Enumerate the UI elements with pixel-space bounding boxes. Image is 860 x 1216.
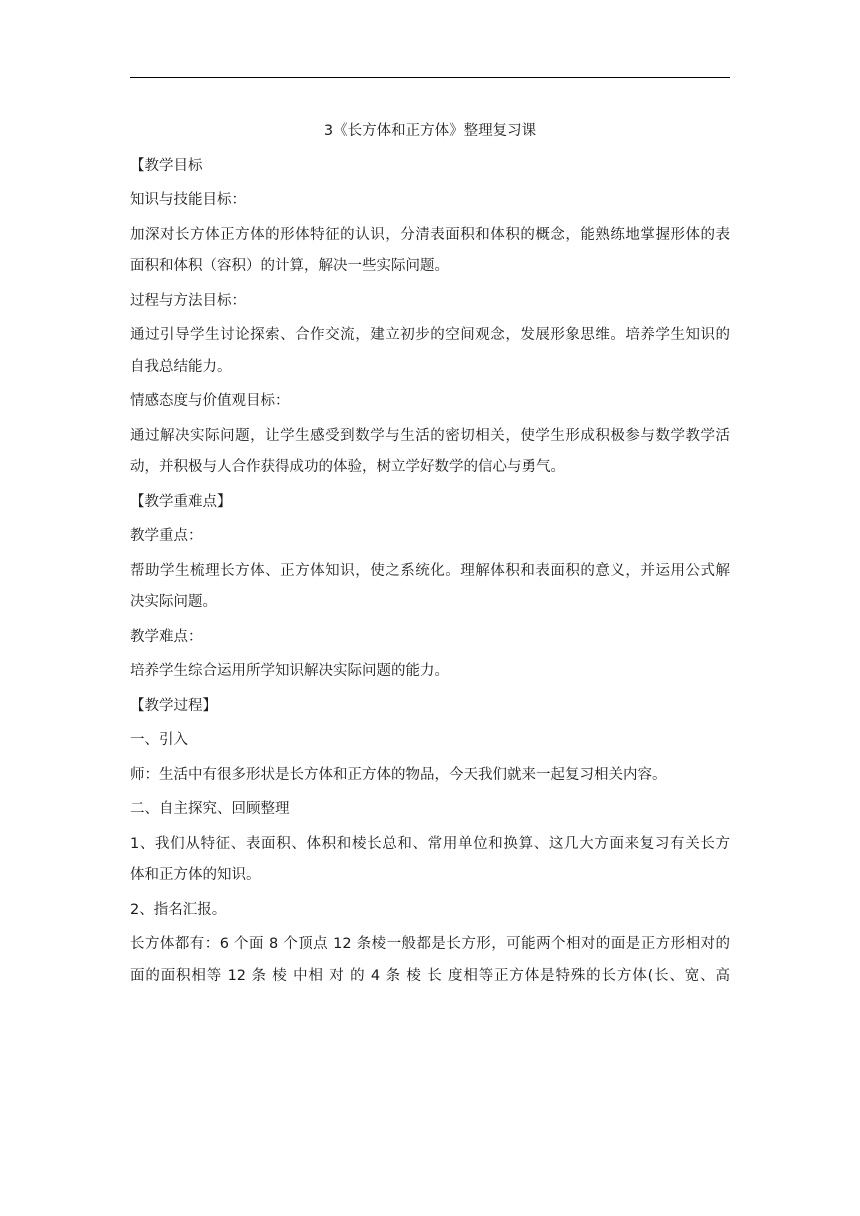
paragraph-knowledge-goals <box>130 220 730 283</box>
header-rule <box>130 77 730 78</box>
paragraph-attitude-goals-heading <box>130 386 730 418</box>
paragraph-line: 帮助学生梳理长方体、正方体知识，使之系统化。理解体积和表面积的意义，并运用公式解 <box>130 562 730 579</box>
paragraph-intro <box>130 760 730 792</box>
paragraph-key-points-heading <box>130 487 730 519</box>
paragraph-line: 教学难点： <box>130 628 203 645</box>
paragraph-review-step-1 <box>130 829 730 892</box>
paragraph-focus <box>130 556 730 619</box>
paragraph-line: 自我总结能力。 <box>130 358 232 375</box>
paragraph-line: 二、自主探究、回顾整理 <box>130 801 290 817</box>
paragraph-line: 决实际问题。 <box>130 594 217 610</box>
paragraph-line: 体和正方体的知识。 <box>130 867 261 883</box>
paragraph-line: 1、我们从特征、表面积、体积和棱长总和、常用单位和换算、这几大方面来复习有关长方 <box>130 835 730 852</box>
paragraph-review-heading <box>130 794 730 826</box>
paragraph-line: 情感态度与价值观目标： <box>130 393 290 409</box>
paragraph-line: 教学重点： <box>130 528 203 544</box>
paragraph-line: 【教学过程】 <box>130 697 217 714</box>
paragraph-line: 通过引导学生讨论探索、合作交流，建立初步的空间观念，发展形象思维。培养学生知识的 <box>130 327 730 343</box>
paragraph-line: 加深对长方体正方体的形体特征的认识，分清表面积和体积的概念，能熟练地掌握形体的表 <box>130 226 730 243</box>
paragraph-intro-heading <box>130 725 730 757</box>
paragraph-line: 培养学生综合运用所学知识解决实际问题的能力。 <box>130 663 449 679</box>
paragraph-line: 长方体都有：6 个面 8 个顶点 12 条棱一般都是长方形，可能两个相对的面是正方形相对的 <box>130 936 730 952</box>
paragraph-line: 面积和体积（容积）的计算，解决一些实际问题。 <box>130 258 449 274</box>
paragraph-line: 【教学目标 <box>130 157 203 174</box>
paragraph-attitude-goals <box>130 421 730 484</box>
document-title: 3《长方体和正方体》整理复习课 <box>323 123 537 139</box>
paragraph-line: 通过解决实际问题，让学生感受到数学与生活的密切相关，使学生形成积极参与数学教学活 <box>130 427 730 444</box>
paragraph-objectives-heading <box>130 151 730 183</box>
paragraph-line: 师：生活中有很多形状是长方体和正方体的物品，今天我们就来一起复习相关内容。 <box>130 766 667 783</box>
paragraph-line: 动，并积极与人合作获得成功的体验，树立学好数学的信心与勇气。 <box>130 459 565 475</box>
paragraph-line: 知识与技能目标： <box>130 192 246 208</box>
paragraph-cuboid-features <box>130 929 730 992</box>
paragraph-process-heading <box>130 691 730 723</box>
document-body <box>130 116 730 995</box>
paragraph-difficulty-heading <box>130 622 730 654</box>
paragraph-line: 2、指名汇报。 <box>130 901 227 918</box>
paragraph-focus-heading <box>130 521 730 553</box>
paragraph-line: 【教学重难点】 <box>130 493 232 510</box>
paragraph-process-goals-heading <box>130 286 730 318</box>
paragraph-difficulty <box>130 656 730 688</box>
paragraph-knowledge-goals-heading <box>130 185 730 217</box>
paragraph-line: 过程与方法目标： <box>130 292 246 309</box>
paragraph-review-step-2 <box>130 895 730 927</box>
paragraph-line: 面的面积相等 12 条 棱 中相 对 的 4 条 棱 长 度相等正方体是特殊的长方体(长、宽、高 <box>130 967 730 984</box>
paragraph-process-goals <box>130 320 730 383</box>
paragraph-line: 一、引入 <box>130 732 188 748</box>
